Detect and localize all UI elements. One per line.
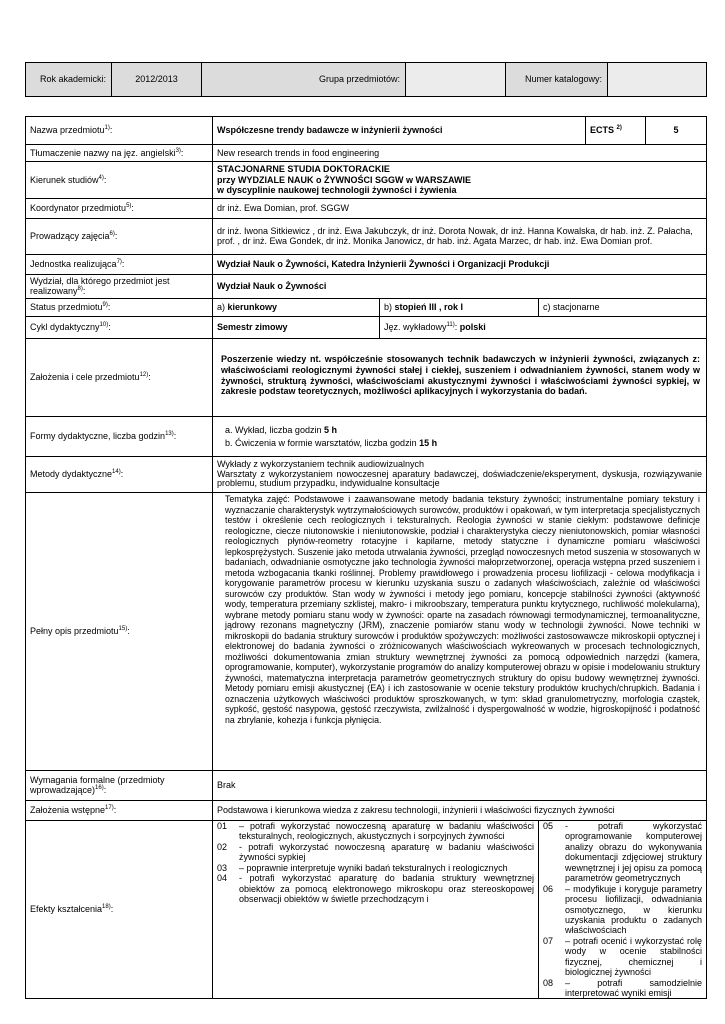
tlum-value: New research trends in food engineering xyxy=(213,145,707,162)
nazwa-value: Współczesne trendy badawcze w inżynierii żywności xyxy=(213,117,586,145)
jedn-value: Wydział Nauk o Żywności, Katedra Inżynierii Żywności i Organizacji Produkcji xyxy=(213,255,707,275)
row-koordynator xyxy=(26,199,707,219)
wydz-label: Wydział, dla którego przedmiot jest realizowany$^{8)}$: xyxy=(26,275,213,299)
status-a: a) kierunkowy xyxy=(213,299,380,317)
row-formy xyxy=(26,417,707,457)
metody-label: Metody dydaktyczne$^{14)}$: xyxy=(26,457,213,493)
efekt-row: 03 – poprawnie interpretuje wyniki badań teksturalnych i reologicznych xyxy=(217,862,508,873)
metody-value: Wykłady z wykorzystaniem technik audiowizualnych Warsztaty z wykorzystaniem nowoczesnej aparatury badawczej, doświadczenie/eksperyment, dyskusja, rozwiązywanie problemu, studium przypadku, indywidualne konsultacje xyxy=(213,457,707,493)
tlum-label: Tłumaczenie nazwy na jęz. angielski$^{3)}$: xyxy=(26,145,213,162)
row-opis xyxy=(26,493,707,771)
opis-label: Pełny opis przedmiotu$^{15)}$: xyxy=(26,493,213,771)
efekt-row: 05 - potrafi wykorzystać oprogramowanie komputerowej analizy obrazu do wykonywania dokumentacji zdjęciowej struktury wewnętrznej i jej opisu za pomocą parametrów geometrycznych xyxy=(543,821,702,884)
opis-value: Tematyka zajęć: Podstawowe i zaawansowane metody badania tekstury żywności; instrumentalne pomiary tekstury i wyznaczanie charakterystyk wytrzymałościowych surowców, produktów i opakowań, w tym interpretacja specjalistycznych testów i określenie cech reologicznych i teksturalnych. Reologia żywności w stanie ciekłym: podstawowe definicje reologiczne, ciecze niutonowskie i nieniutonowskie, podział i charakterystyka cieczy nieniutonowskich, pomiar własności reologicznych płynów-reometry rotacyjne i kapilarne, metody statyczne i dynamiczne pomiaru właściwości lepkosprężystych. Suszenie jako metoda utrwalania żywności, przegląd nowoczesnych metod suszenia w stosowanych w badaniach, odwadnianie osmotyczne jako technologia żywności małoprzetworzonej, operacja wstępna przed suszeniem i metoda wzbogacania tkanki roślinnej. Problemy prawidłowego i prowadzenia procesu liofilizacji - celowa modyfikacja i korygowanie parametrów procesu w kierunku uzyskania suszu o zadanych właściwościach, zależnie od właściwości surowców czy produktów. Stan wody w żywności i metody jego pomiaru, koncepcje stabilności żywności (aktywność wody, temperatura przemiany szklistej, makro- i mikroobszary, temperatura punktu krytycznego, ruchliwość molekularna), wybrane metody pomiaru stanu wody w żywności: oparte na zasadach równowagi termodynamicznej, termoanalityczne, jądrowy rezonans magnetyczny (JRM), znaczenie pomiarów stanu wody w technologii żywności. Nowe techniki w mikroskopii do badania struktury surowców i produktów spożywczych: możliwości zastosowawcze mikroskopii optycznej i elektronowej do badania żywności o zróżnicowanych właściwościach wykreowanych w procesach technologicznych, możliwości dokumentowania zmian struktury wewnętrznej żywności za pomocą odpowiednich narzędzi (kamera, oprogramowanie, komputer), wykorzystanie programów do analizy komputerowej obrazu w opisie i modelowaniu struktury żywności, matematyczna interpretacja parametrów geometrycznych struktury do opisu budowy wewnętrznej żywności. Metody pomiaru emisji akustycznej (EA) i ich zastosowanie w ocenie tekstury produktów kruchych/chrupkich. Badania i oznaczenia użytkowych właściwości produktów sproszkowanych, w tym: skład granulometryczny, morfologia cząstek, sypkość, gęstość nasypowa, gęstość rzeczywista, zwilżalność i dyspergowalność w wodzie, higroskopijność i podatność na zbrylanie, kohezja i funkcja płynięcia. xyxy=(213,493,707,771)
nazwa-label: Nazwa przedmiotu$^{1)}$: xyxy=(26,117,213,145)
formy-list xyxy=(221,425,702,449)
formy-item-a: a. Wykład, liczba godzin 5 h xyxy=(235,425,702,436)
row-prowadzacy xyxy=(26,219,707,255)
formy-item-b: b. Ćwiczenia w formie warsztatów, liczba godzin 15 h xyxy=(235,438,702,449)
row-kierunek xyxy=(26,162,707,199)
efekt-row: 07 – potrafi ocenić i wykorzystać rolę wody w ocenie stabilności fizycznej, chemicznej i biologicznej żywności xyxy=(543,935,702,978)
formy-label: Formy dydaktyczne, liczba godzin$^{13)}$: xyxy=(26,417,213,457)
header-table xyxy=(25,62,707,97)
kierunek-value xyxy=(213,162,707,199)
prow-label: Prowadzący zajęcia$^{6)}$: xyxy=(26,219,213,255)
efekt-row: 06 – modyfikuje i koryguje parametry procesu liofilizacji, odwadniania osmotycznego, w kierunku uzyskania produktu o zadanych właściwościach xyxy=(543,883,702,936)
row-nazwa xyxy=(26,117,707,145)
efekty-right xyxy=(539,821,707,999)
status-label: Status przedmiotu$^{9)}$: xyxy=(26,299,213,317)
row-zalozenia-wstepne xyxy=(26,801,707,821)
grupa-value xyxy=(406,63,506,97)
zalw-label: Założenia wstępne$^{17)}$: xyxy=(26,801,213,821)
wym-value: Brak xyxy=(213,771,707,801)
zalw-value: Podstawowa i kierunkowa wiedza z zakresu technologii, inżynierii i właściwości fizycznych żywności xyxy=(213,801,707,821)
efekty-left xyxy=(213,821,539,999)
efekt-row: 08 – potrafi samodzielnie interpretować wyniki emisji xyxy=(543,977,702,998)
efekt-row: 01 – potrafi wykorzystać nowoczesną aparaturę w badaniu właściwości teksturalnych, reologicznych, akustycznych i sorpcyjnych żywności xyxy=(217,821,534,842)
row-efekty xyxy=(26,821,707,999)
prow-value: dr inż. Iwona Sitkiewicz , dr inż. Ewa Jakubczyk, dr inż. Dorota Nowak, dr inż. Hanna Kowalska, dr hab. inż. Z. Pałacha, prof. , dr inż. Ewa Gondek, dr inż. Monika Janowicz, dr hab. inż. Agata Marzec, dr hab. inż. Ewa Domian prof. xyxy=(213,219,707,255)
ects-value: 5 xyxy=(646,117,707,145)
kierunek-line2: przy WYDZIALE NAUK o ŻYWNOŚCI SGGW w WARSZAWIE xyxy=(217,174,471,185)
row-jednostka xyxy=(26,255,707,275)
cykl-value: Semestr zimowy xyxy=(213,317,380,339)
course-table xyxy=(25,116,707,999)
status-c: c) stacjonarne xyxy=(539,299,707,317)
rok-label: Rok akademicki: xyxy=(26,63,112,97)
formy-value xyxy=(213,417,707,457)
koord-label: Koordynator przedmiotu$^{5)}$: xyxy=(26,199,213,219)
row-cykl xyxy=(26,317,707,339)
row-zalozenia xyxy=(26,339,707,417)
jedn-label: Jednostka realizująca$^{7)}$: xyxy=(26,255,213,275)
grupa-label: Grupa przedmiotów: xyxy=(202,63,406,97)
numer-value xyxy=(608,63,707,97)
efekty-label: Efekty kształcenia$^{18)}$: xyxy=(26,821,213,999)
wym-label: Wymagania formalne (przedmioty wprowadzające)$^{16)}$: xyxy=(26,771,213,801)
koord-value: dr inż. Ewa Domian, prof. SGGW xyxy=(213,199,707,219)
kierunek-line3: w dyscyplinie naukowej technologii żywności i żywienia xyxy=(217,185,457,196)
row-wymagania xyxy=(26,771,707,801)
kierunek-line1: STACJONARNE STUDIA DOKTORACKIE xyxy=(217,164,390,175)
row-metody xyxy=(26,457,707,493)
efekt-row: 02 - potrafi wykorzystać nowoczesną aparaturę w badaniu właściwości żywności sypkiej xyxy=(217,841,534,863)
rok-value: 2012/2013 xyxy=(112,63,202,97)
row-tlumaczenie xyxy=(26,145,707,162)
cykl-label: Cykl dydaktyczny$^{10)}$: xyxy=(26,317,213,339)
row-wydzial xyxy=(26,275,707,299)
wydz-value: Wydział Nauk o Żywności xyxy=(213,275,707,299)
efekt-row: 04 - potrafi wykorzystać aparaturę do badania struktury wewnętrznej obiektów za pomocą elektronowego mikroskopu oraz stereoskopowej obserwacji obiektów w świetle przechodzącym i xyxy=(217,873,534,905)
status-b: b) stopień III , rok I xyxy=(380,299,539,317)
kierunek-label: Kierunek studiów$^{4)}$: xyxy=(26,162,213,199)
row-status xyxy=(26,299,707,317)
numer-label: Numer katalogowy: xyxy=(506,63,608,97)
jez-cell: Jęz. wykładowy$^{11)}$: polski xyxy=(380,317,707,339)
ects-label: ECTS $^{2)}$ xyxy=(586,117,646,145)
zal-value: Poszerzenie wiedzy nt. współcześnie stosowanych technik badawczych w inżynierii żywności, związanych z: właściwościami reologicznymi żywności stałej i ciekłej, suszeniem i odwadnianiem żywności, stanem wody w żywności, strukturą żywności, właściwościami akustycznymi żywności i właściwościami żywności sypkiej, w zakresie podstaw teoretycznych, możliwości aplikacyjnych i wykorzystania do badań. xyxy=(213,339,707,417)
zal-label: Założenia i cele przedmiotu$^{12)}$: xyxy=(26,339,213,417)
